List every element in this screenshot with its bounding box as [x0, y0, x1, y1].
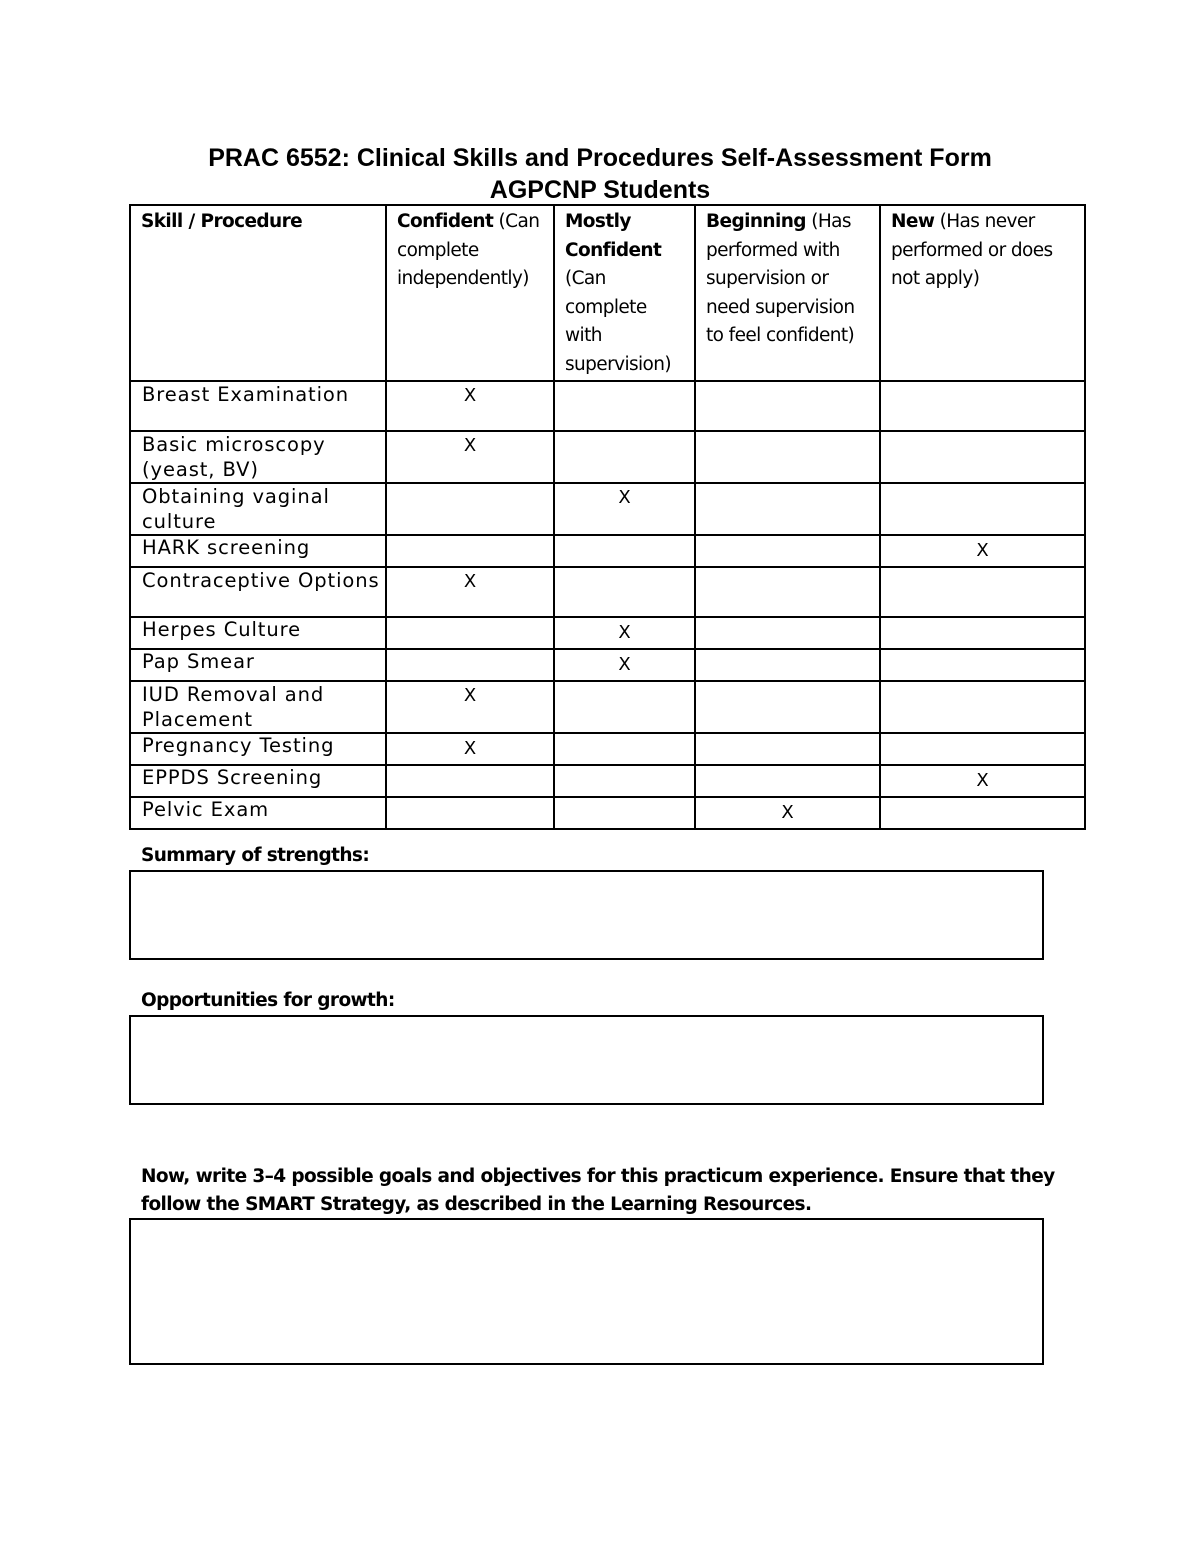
mostly-confident-cell[interactable] [554, 381, 695, 431]
mostly-confident-cell[interactable] [554, 765, 695, 797]
growth-box[interactable] [129, 1015, 1044, 1105]
new-cell[interactable] [880, 681, 1085, 733]
mostly-confident-cell[interactable]: X [554, 649, 695, 681]
beginning-cell[interactable] [695, 733, 880, 765]
header-new: New (Has never performed or does not apply) [880, 205, 1085, 381]
beginning-cell[interactable] [695, 649, 880, 681]
new-cell[interactable] [880, 649, 1085, 681]
goals-label-line1: Now, write 3–4 possible goals and objectives for this practicum experience. Ensure that they [141, 1166, 1055, 1187]
skill-cell: Contraceptive Options [130, 567, 386, 617]
skill-cell: Herpes Culture [130, 617, 386, 649]
mostly-confident-cell[interactable] [554, 797, 695, 829]
confident-cell[interactable] [386, 535, 554, 567]
beginning-cell[interactable] [695, 681, 880, 733]
new-cell[interactable] [880, 733, 1085, 765]
table-row [130, 617, 1085, 649]
goals-box[interactable] [129, 1218, 1044, 1365]
strengths-box[interactable] [129, 870, 1044, 960]
confident-cell[interactable]: X [386, 567, 554, 617]
beginning-cell[interactable] [695, 567, 880, 617]
new-cell[interactable]: X [880, 535, 1085, 567]
table-row [130, 765, 1085, 797]
new-cell[interactable] [880, 431, 1085, 483]
header-beginning: Beginning (Has performed with supervision or need supervision to feel confident) [695, 205, 880, 381]
confident-cell[interactable] [386, 649, 554, 681]
skill-cell: Breast Examination [130, 381, 386, 431]
beginning-cell[interactable]: X [695, 797, 880, 829]
confident-cell[interactable] [386, 765, 554, 797]
beginning-cell[interactable] [695, 431, 880, 483]
mostly-confident-cell[interactable] [554, 733, 695, 765]
mostly-confident-cell[interactable] [554, 567, 695, 617]
confident-cell[interactable] [386, 483, 554, 535]
table-row [130, 733, 1085, 765]
table-row [130, 381, 1085, 431]
header-confident: Confident (Can complete independently) [386, 205, 554, 381]
confident-cell[interactable]: X [386, 733, 554, 765]
skill-cell: IUD Removal and Placement [130, 681, 386, 733]
confident-cell[interactable]: X [386, 431, 554, 483]
confident-cell[interactable] [386, 797, 554, 829]
table-row [130, 567, 1085, 617]
new-cell[interactable]: X [880, 765, 1085, 797]
mostly-confident-cell[interactable] [554, 535, 695, 567]
skill-cell: Pap Smear [130, 649, 386, 681]
confident-cell[interactable]: X [386, 381, 554, 431]
skills-table [129, 204, 1086, 830]
skill-cell: Pregnancy Testing [130, 733, 386, 765]
table-row [130, 535, 1085, 567]
form-subtitle: AGPCNP Students [489, 176, 711, 204]
beginning-cell[interactable] [695, 483, 880, 535]
beginning-cell[interactable] [695, 617, 880, 649]
mostly-confident-cell[interactable]: X [554, 483, 695, 535]
skill-cell: HARK screening [130, 535, 386, 567]
header-skill: Skill / Procedure [130, 205, 386, 381]
skill-cell: EPPDS Screening [130, 765, 386, 797]
mostly-confident-cell[interactable] [554, 681, 695, 733]
beginning-cell[interactable] [695, 381, 880, 431]
table-header-row [130, 205, 1085, 381]
mostly-confident-cell[interactable] [554, 431, 695, 483]
table-row [130, 483, 1085, 535]
confident-cell[interactable] [386, 617, 554, 649]
form-title: PRAC 6552: Clinical Skills and Procedures Self-Assessment Form [208, 144, 992, 172]
beginning-cell[interactable] [695, 535, 880, 567]
header-mostly-confident: Mostly Confident (Can complete with supervision) [554, 205, 695, 381]
table-row [130, 431, 1085, 483]
skill-cell: Pelvic Exam [130, 797, 386, 829]
new-cell[interactable] [880, 617, 1085, 649]
skill-cell: Obtaining vaginal culture [130, 483, 386, 535]
strengths-label: Summary of strengths: [141, 845, 370, 866]
new-cell[interactable] [880, 483, 1085, 535]
table-row [130, 649, 1085, 681]
confident-cell[interactable]: X [386, 681, 554, 733]
skill-cell: Basic microscopy (yeast, BV) [130, 431, 386, 483]
goals-label-line2: follow the SMART Strategy, as described in the Learning Resources. [141, 1194, 812, 1215]
mostly-confident-cell[interactable]: X [554, 617, 695, 649]
table-row [130, 797, 1085, 829]
beginning-cell[interactable] [695, 765, 880, 797]
table-row [130, 681, 1085, 733]
new-cell[interactable] [880, 567, 1085, 617]
new-cell[interactable] [880, 797, 1085, 829]
new-cell[interactable] [880, 381, 1085, 431]
growth-label: Opportunities for growth: [141, 990, 395, 1011]
